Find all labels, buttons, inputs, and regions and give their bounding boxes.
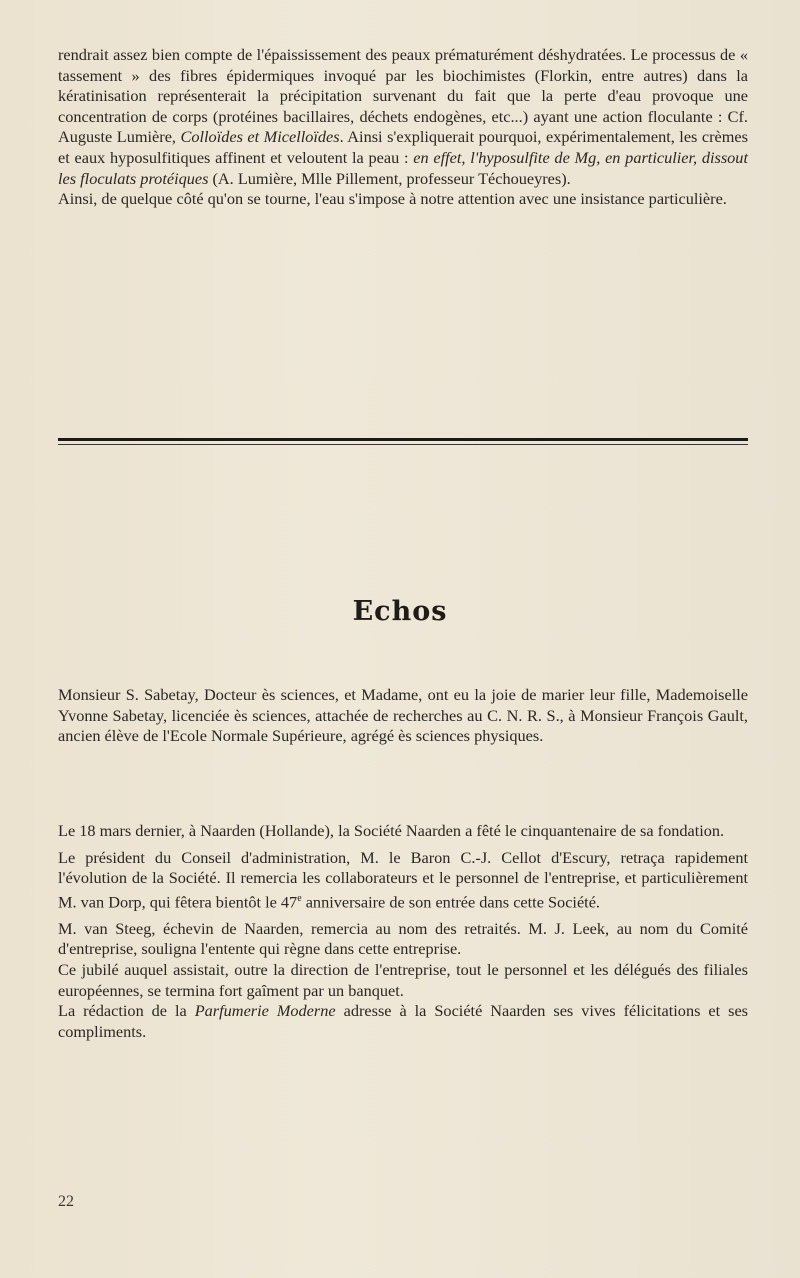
text-run: rendrait assez bien compte de l'épaississement des peaux prématurément déshydratées. Le processus de « tassement » des fibres épidermiques invoqué par les biochimistes (Florkin, entre autres) dans la kératinisation représenterait la précipitation survenant du fait que la perte d'eau provoque une concentration de corps (protéines bacillaires, déchets endogènes, etc...) ayant une action floculante : Cf. Auguste Lumière,	[58, 45, 748, 147]
italic-title-colloides: Colloïdes et Micelloïdes	[180, 127, 340, 147]
text-run: . Ainsi s'expliquerait pourquoi, expérimentalement, les crèmes et eaux hyposulfitiques affinent et veloutent la peau :	[58, 127, 748, 167]
text-run: (A. Lumière, Mlle Pillement, professeur Téchoueyres).	[208, 168, 571, 188]
text-run: Le président du Conseil d'administration, M. le Baron C.-J. Cellot d'Escury, retraça rapidement l'évolution de la Société. Il remercia les collaborateurs et le personnel de l'entreprise, et particulièrement M. van Dorp, qui fêtera bientôt le 47	[58, 847, 748, 912]
italic-parfumerie-moderne: Parfumerie Moderne	[194, 1001, 336, 1021]
paragraph-redaction	[58, 1001, 748, 1042]
italic-hyposulfite: en effet, l'hyposulfite de Mg, en particulier, dissout les floculats protéiques	[58, 147, 748, 188]
paragraph-sabetay: Monsieur S. Sabetay, Docteur ès sciences, et Madame, ont eu la joie de marier leur fille, Mademoiselle Yvonne Sabetay, licenciée ès sciences, attachée de recherches au C. N. R. S., à Monsieur François Gault, ancien élève de l'Ecole Normale Supérieure, agrégé ès sciences physiques.	[58, 685, 748, 746]
paragraph-van-steeg: M. van Steeg, échevin de Naarden, remercia au nom des retraités. M. J. Leek, au nom du Comité d'entreprise, souligna l'entente qui règne dans cette entreprise.	[58, 918, 748, 959]
paragraph-dehydration	[58, 45, 748, 189]
paragraph-naarden-anniversary: Le 18 mars dernier, à Naarden (Hollande), la Société Naarden a fêté le cinquantenaire de sa fondation.	[58, 821, 725, 840]
echos-block-1	[58, 685, 748, 747]
page-number: 22	[58, 1193, 74, 1210]
section-divider-thick	[58, 438, 748, 441]
text-run: anniversaire de son entrée dans cette Société.	[301, 892, 600, 912]
paragraph-president	[58, 848, 748, 913]
echos-block-2	[58, 821, 748, 1042]
superscript: e	[297, 892, 302, 904]
paragraph-water: Ainsi, de quelque côté qu'on se tourne, l'eau s'impose à notre attention avec une insistance particulière.	[58, 189, 727, 209]
top-text-block	[58, 45, 748, 210]
section-divider-thin	[58, 444, 748, 445]
text-run: La rédaction de la	[58, 1001, 195, 1021]
paragraph-jubile: Ce jubilé auquel assistait, outre la direction de l'entreprise, tout le personnel et les délégués des filiales européennes, se termina fort gaîment par un banquet.	[58, 959, 748, 1000]
section-title: Echos	[352, 596, 448, 627]
text-run: adresse à la Société Naarden ses vives félicitations et ses compliments.	[58, 1001, 749, 1041]
